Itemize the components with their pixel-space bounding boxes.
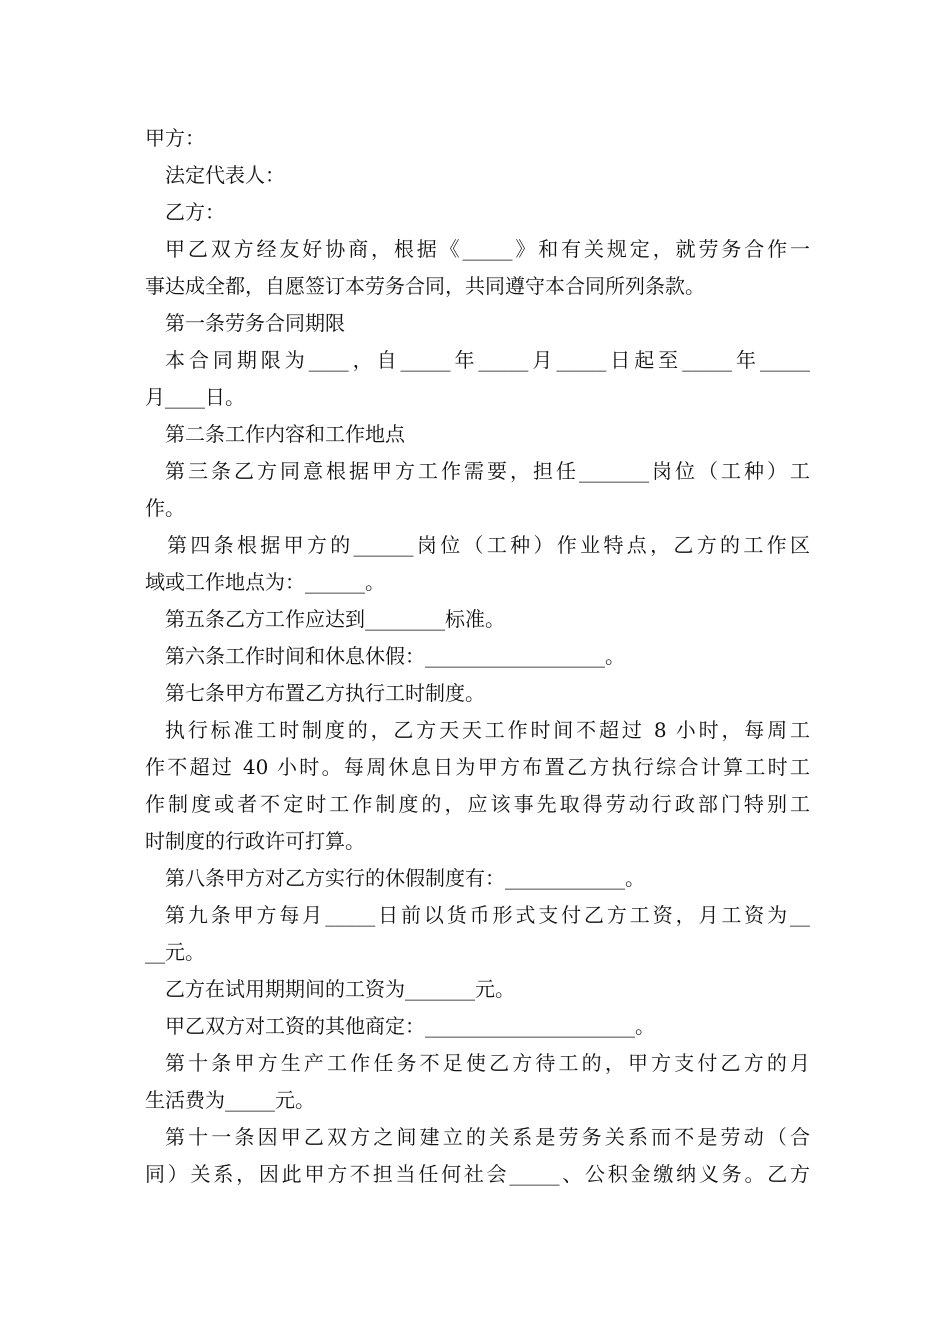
article-9-line-4: 甲乙双方对工资的其他商定：_____________________。 <box>165 1014 655 1038</box>
article-6-line: 第六条工作时间和休息休假：__________________。 <box>165 644 625 668</box>
contract-body <box>145 120 810 1193</box>
article-11-line-2: 同）关系，因此甲方不担当任何社会_____、公积金缴纳义务。乙方 <box>145 1162 810 1186</box>
article-7-title: 第七条甲方布置乙方执行工时制度。 <box>165 681 485 705</box>
article-3-line-1: 第三条乙方同意根据甲方工作需要，担任_______岗位（工种）工 <box>165 459 810 483</box>
party-a-line: 甲方： <box>145 126 205 150</box>
article-7-line-4: 时制度的行政许可打算。 <box>145 829 365 853</box>
article-5-line: 第五条乙方工作应达到________标准。 <box>165 607 505 631</box>
article-1-line-2: 月____日。 <box>145 385 245 409</box>
article-8-line: 第八条甲方对乙方实行的休假制度有：____________。 <box>165 866 645 890</box>
article-1-title: 第一条劳务合同期限 <box>165 311 345 335</box>
article-10-line-2: 生活费为_____元。 <box>145 1088 315 1112</box>
legal-representative-line: 法定代表人： <box>165 163 285 187</box>
article-10-line-1: 第十条甲方生产工作任务不足使乙方待工的，甲方支付乙方的月 <box>165 1051 810 1075</box>
article-9-line-2: __元。 <box>145 940 205 964</box>
article-4-line-1: 第四条根据甲方的______岗位（工种）作业特点，乙方的工作区 <box>167 533 810 557</box>
article-7-line-3: 作制度或者不定时工作制度的，应该事先取得劳动行政部门特别工 <box>145 792 810 816</box>
party-b-line: 乙方： <box>165 200 225 224</box>
article-3-line-2: 作。 <box>145 496 185 520</box>
article-4-line-2: 域或工作地点为：______。 <box>145 570 385 594</box>
article-7-line-1: 执行标准工时制度的，乙方天天工作时间不超过 8 小时，每周工 <box>165 718 810 742</box>
preamble-line-1: 甲乙双方经友好协商，根据《_____》和有关规定，就劳务合作一 <box>165 237 810 261</box>
article-9-line-1: 第九条甲方每月_____日前以货币形式支付乙方工资，月工资为__ <box>165 903 810 927</box>
article-7-line-2: 作不超过 40 小时。每周休息日为甲方布置乙方执行综合计算工时工 <box>145 755 810 779</box>
article-11-line-1: 第十一条因甲乙双方之间建立的关系是劳务关系而不是劳动（合 <box>165 1125 810 1149</box>
preamble-line-2: 事达成全都，自愿签订本劳务合同，共同遵守本合同所列条款。 <box>145 274 705 298</box>
article-1-line-1: 本合同期限为____，自_____年_____月_____日起至_____年_____ <box>165 348 810 372</box>
article-9-line-3: 乙方在试用期期间的工资为_______元。 <box>165 977 515 1001</box>
article-2-title: 第二条工作内容和工作地点 <box>165 422 405 446</box>
